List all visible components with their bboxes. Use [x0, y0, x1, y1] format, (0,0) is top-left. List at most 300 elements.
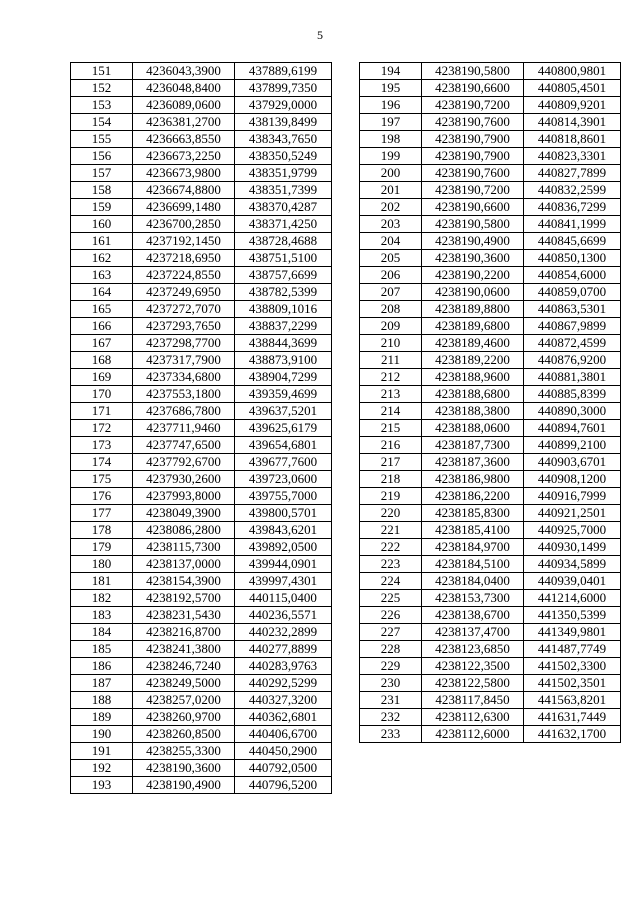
table-row [71, 488, 332, 505]
point-number-cell: 200 [360, 165, 422, 182]
table-row [71, 63, 332, 80]
table-row [71, 743, 332, 760]
table-row [71, 97, 332, 114]
point-number-cell: 220 [360, 505, 422, 522]
x-coordinate-cell: 4238190,3600 [422, 250, 524, 267]
y-coordinate-cell: 441487,7749 [524, 641, 621, 658]
table-row [71, 301, 332, 318]
y-coordinate-cell: 438351,7399 [235, 182, 332, 199]
x-coordinate-cell: 4238184,5100 [422, 556, 524, 573]
y-coordinate-cell: 440934,5899 [524, 556, 621, 573]
x-coordinate-cell: 4238241,3800 [133, 641, 235, 658]
point-number-cell: 183 [71, 607, 133, 624]
x-coordinate-cell: 4236043,3900 [133, 63, 235, 80]
y-coordinate-cell: 438809,1016 [235, 301, 332, 318]
x-coordinate-cell: 4237272,7070 [133, 301, 235, 318]
point-number-cell: 231 [360, 692, 422, 709]
x-coordinate-cell: 4238186,2200 [422, 488, 524, 505]
point-number-cell: 174 [71, 454, 133, 471]
y-coordinate-cell: 441632,1700 [524, 726, 621, 743]
y-coordinate-cell: 437929,0000 [235, 97, 332, 114]
table-row [71, 318, 332, 335]
x-coordinate-cell: 4238154,3900 [133, 573, 235, 590]
x-coordinate-cell: 4238260,8500 [133, 726, 235, 743]
point-number-cell: 192 [71, 760, 133, 777]
y-coordinate-cell: 439997,4301 [235, 573, 332, 590]
point-number-cell: 229 [360, 658, 422, 675]
y-coordinate-cell: 441502,3300 [524, 658, 621, 675]
y-coordinate-cell: 440450,2900 [235, 743, 332, 760]
x-coordinate-cell: 4238185,4100 [422, 522, 524, 539]
y-coordinate-cell: 440854,6000 [524, 267, 621, 284]
y-coordinate-cell: 439677,7600 [235, 454, 332, 471]
y-coordinate-cell: 439755,7000 [235, 488, 332, 505]
y-coordinate-cell: 438728,4688 [235, 233, 332, 250]
x-coordinate-cell: 4238190,6600 [422, 80, 524, 97]
x-coordinate-cell: 4238192,5700 [133, 590, 235, 607]
x-coordinate-cell: 4238184,0400 [422, 573, 524, 590]
x-coordinate-cell: 4238122,3500 [422, 658, 524, 675]
x-coordinate-cell: 4238115,7300 [133, 539, 235, 556]
y-coordinate-cell: 440283,9763 [235, 658, 332, 675]
point-number-cell: 162 [71, 250, 133, 267]
y-coordinate-cell: 440827,7899 [524, 165, 621, 182]
page-number: 5 [317, 28, 323, 42]
table-row [360, 692, 621, 709]
table-row [71, 590, 332, 607]
y-coordinate-cell: 439625,6179 [235, 420, 332, 437]
y-coordinate-cell: 438351,9799 [235, 165, 332, 182]
table-row [71, 505, 332, 522]
x-coordinate-cell: 4237298,7700 [133, 335, 235, 352]
x-coordinate-cell: 4237249,6950 [133, 284, 235, 301]
x-coordinate-cell: 4238188,6800 [422, 386, 524, 403]
point-number-cell: 199 [360, 148, 422, 165]
y-coordinate-cell: 440859,0700 [524, 284, 621, 301]
y-coordinate-cell: 440876,9200 [524, 352, 621, 369]
x-coordinate-cell: 4238112,6000 [422, 726, 524, 743]
y-coordinate-cell: 438873,9100 [235, 352, 332, 369]
y-coordinate-cell: 440881,3801 [524, 369, 621, 386]
y-coordinate-cell: 440867,9899 [524, 318, 621, 335]
table-row [71, 777, 332, 794]
x-coordinate-cell: 4237747,6500 [133, 437, 235, 454]
table-row [360, 216, 621, 233]
table-row [360, 488, 621, 505]
y-coordinate-cell: 440890,3000 [524, 403, 621, 420]
table-row [71, 760, 332, 777]
point-number-cell: 190 [71, 726, 133, 743]
y-coordinate-cell: 439723,0600 [235, 471, 332, 488]
x-coordinate-cell: 4238184,9700 [422, 539, 524, 556]
table-row [360, 590, 621, 607]
x-coordinate-cell: 4237993,8000 [133, 488, 235, 505]
x-coordinate-cell: 4238187,7300 [422, 437, 524, 454]
point-number-cell: 181 [71, 573, 133, 590]
x-coordinate-cell: 4237334,6800 [133, 369, 235, 386]
table-row [71, 165, 332, 182]
coordinates-table-right [359, 62, 621, 743]
x-coordinate-cell: 4238190,6600 [422, 199, 524, 216]
y-coordinate-cell: 440939,0401 [524, 573, 621, 590]
x-coordinate-cell: 4236673,9800 [133, 165, 235, 182]
table-row [71, 607, 332, 624]
y-coordinate-cell: 440809,9201 [524, 97, 621, 114]
y-coordinate-cell: 440836,7299 [524, 199, 621, 216]
x-coordinate-cell: 4238086,2800 [133, 522, 235, 539]
table-body-right [360, 63, 621, 743]
point-number-cell: 233 [360, 726, 422, 743]
point-number-cell: 206 [360, 267, 422, 284]
table-row [71, 80, 332, 97]
point-number-cell: 215 [360, 420, 422, 437]
table-row [360, 63, 621, 80]
table-row [360, 335, 621, 352]
table-row [71, 675, 332, 692]
point-number-cell: 230 [360, 675, 422, 692]
point-number-cell: 179 [71, 539, 133, 556]
point-number-cell: 151 [71, 63, 133, 80]
table-row [360, 641, 621, 658]
point-number-cell: 158 [71, 182, 133, 199]
y-coordinate-cell: 440362,6801 [235, 709, 332, 726]
table-row [71, 573, 332, 590]
table-row [360, 318, 621, 335]
table-row [71, 624, 332, 641]
x-coordinate-cell: 4238188,3800 [422, 403, 524, 420]
x-coordinate-cell: 4238117,8450 [422, 692, 524, 709]
x-coordinate-cell: 4238112,6300 [422, 709, 524, 726]
point-number-cell: 170 [71, 386, 133, 403]
x-coordinate-cell: 4236663,8550 [133, 131, 235, 148]
y-coordinate-cell: 440277,8899 [235, 641, 332, 658]
y-coordinate-cell: 438371,4250 [235, 216, 332, 233]
y-coordinate-cell: 438343,7650 [235, 131, 332, 148]
x-coordinate-cell: 4238246,7240 [133, 658, 235, 675]
y-coordinate-cell: 439892,0500 [235, 539, 332, 556]
point-number-cell: 211 [360, 352, 422, 369]
table-row [360, 267, 621, 284]
table-row [71, 233, 332, 250]
table-row [360, 420, 621, 437]
x-coordinate-cell: 4238260,9700 [133, 709, 235, 726]
point-number-cell: 159 [71, 199, 133, 216]
x-coordinate-cell: 4238122,5800 [422, 675, 524, 692]
x-coordinate-cell: 4238190,4900 [422, 233, 524, 250]
point-number-cell: 205 [360, 250, 422, 267]
x-coordinate-cell: 4236048,8400 [133, 80, 235, 97]
x-coordinate-cell: 4238190,7200 [422, 182, 524, 199]
y-coordinate-cell: 441214,6000 [524, 590, 621, 607]
y-coordinate-cell: 440845,6699 [524, 233, 621, 250]
y-coordinate-cell: 440916,7999 [524, 488, 621, 505]
point-number-cell: 186 [71, 658, 133, 675]
table-row [71, 454, 332, 471]
y-coordinate-cell: 441631,7449 [524, 709, 621, 726]
point-number-cell: 202 [360, 199, 422, 216]
y-coordinate-cell: 441563,8201 [524, 692, 621, 709]
table-row [71, 420, 332, 437]
x-coordinate-cell: 4238257,0200 [133, 692, 235, 709]
y-coordinate-cell: 438782,5399 [235, 284, 332, 301]
y-coordinate-cell: 440232,2899 [235, 624, 332, 641]
point-number-cell: 173 [71, 437, 133, 454]
point-number-cell: 195 [360, 80, 422, 97]
y-coordinate-cell: 440823,3301 [524, 148, 621, 165]
x-coordinate-cell: 4236673,2250 [133, 148, 235, 165]
point-number-cell: 182 [71, 590, 133, 607]
table-row [360, 97, 621, 114]
table-row [71, 369, 332, 386]
table-row [71, 352, 332, 369]
x-coordinate-cell: 4238190,4900 [133, 777, 235, 794]
table-row [71, 556, 332, 573]
table-row [71, 148, 332, 165]
x-coordinate-cell: 4238137,0000 [133, 556, 235, 573]
point-number-cell: 193 [71, 777, 133, 794]
table-row [360, 607, 621, 624]
x-coordinate-cell: 4237686,7800 [133, 403, 235, 420]
point-number-cell: 218 [360, 471, 422, 488]
table-row [360, 573, 621, 590]
point-number-cell: 223 [360, 556, 422, 573]
table-row [360, 403, 621, 420]
table-row [360, 539, 621, 556]
point-number-cell: 172 [71, 420, 133, 437]
point-number-cell: 217 [360, 454, 422, 471]
table-row [360, 709, 621, 726]
table-row [360, 369, 621, 386]
point-number-cell: 198 [360, 131, 422, 148]
y-coordinate-cell: 440818,8601 [524, 131, 621, 148]
table-row [71, 709, 332, 726]
y-coordinate-cell: 440792,0500 [235, 760, 332, 777]
y-coordinate-cell: 438350,5249 [235, 148, 332, 165]
point-number-cell: 165 [71, 301, 133, 318]
table-row [71, 522, 332, 539]
y-coordinate-cell: 440903,6701 [524, 454, 621, 471]
y-coordinate-cell: 439944,0901 [235, 556, 332, 573]
point-number-cell: 156 [71, 148, 133, 165]
point-number-cell: 224 [360, 573, 422, 590]
y-coordinate-cell: 440899,2100 [524, 437, 621, 454]
table-row [360, 471, 621, 488]
point-number-cell: 154 [71, 114, 133, 131]
table-row [360, 386, 621, 403]
y-coordinate-cell: 439654,6801 [235, 437, 332, 454]
point-number-cell: 201 [360, 182, 422, 199]
y-coordinate-cell: 439359,4699 [235, 386, 332, 403]
y-coordinate-cell: 440236,5571 [235, 607, 332, 624]
table-row [360, 165, 621, 182]
x-coordinate-cell: 4238190,7600 [422, 165, 524, 182]
x-coordinate-cell: 4238190,3600 [133, 760, 235, 777]
point-number-cell: 225 [360, 590, 422, 607]
table-row [360, 658, 621, 675]
table-row [360, 233, 621, 250]
point-number-cell: 209 [360, 318, 422, 335]
point-number-cell: 184 [71, 624, 133, 641]
point-number-cell: 197 [360, 114, 422, 131]
point-number-cell: 196 [360, 97, 422, 114]
y-coordinate-cell: 438844,3699 [235, 335, 332, 352]
x-coordinate-cell: 4238188,9600 [422, 369, 524, 386]
x-coordinate-cell: 4237553,1800 [133, 386, 235, 403]
point-number-cell: 160 [71, 216, 133, 233]
y-coordinate-cell: 440863,5301 [524, 301, 621, 318]
x-coordinate-cell: 4238189,6800 [422, 318, 524, 335]
y-coordinate-cell: 440885,8399 [524, 386, 621, 403]
table-row [360, 675, 621, 692]
y-coordinate-cell: 440327,3200 [235, 692, 332, 709]
point-number-cell: 189 [71, 709, 133, 726]
point-number-cell: 228 [360, 641, 422, 658]
point-number-cell: 161 [71, 233, 133, 250]
y-coordinate-cell: 438904,7299 [235, 369, 332, 386]
x-coordinate-cell: 4238185,8300 [422, 505, 524, 522]
point-number-cell: 208 [360, 301, 422, 318]
table-row [71, 199, 332, 216]
x-coordinate-cell: 4238190,5800 [422, 63, 524, 80]
x-coordinate-cell: 4238049,3900 [133, 505, 235, 522]
point-number-cell: 155 [71, 131, 133, 148]
table-body-left [71, 63, 332, 794]
x-coordinate-cell: 4238255,3300 [133, 743, 235, 760]
y-coordinate-cell: 441350,5399 [524, 607, 621, 624]
table-row [71, 403, 332, 420]
x-coordinate-cell: 4237317,7900 [133, 352, 235, 369]
point-number-cell: 177 [71, 505, 133, 522]
x-coordinate-cell: 4238190,7600 [422, 114, 524, 131]
point-number-cell: 180 [71, 556, 133, 573]
table-row [71, 182, 332, 199]
point-number-cell: 166 [71, 318, 133, 335]
table-row [360, 182, 621, 199]
table-row [71, 216, 332, 233]
y-coordinate-cell: 438139,8499 [235, 114, 332, 131]
y-coordinate-cell: 440814,3901 [524, 114, 621, 131]
y-coordinate-cell: 440930,1499 [524, 539, 621, 556]
point-number-cell: 163 [71, 267, 133, 284]
point-number-cell: 207 [360, 284, 422, 301]
x-coordinate-cell: 4236699,1480 [133, 199, 235, 216]
x-coordinate-cell: 4237792,6700 [133, 454, 235, 471]
x-coordinate-cell: 4238153,7300 [422, 590, 524, 607]
point-number-cell: 169 [71, 369, 133, 386]
point-number-cell: 176 [71, 488, 133, 505]
table-row [71, 250, 332, 267]
table-row [360, 199, 621, 216]
x-coordinate-cell: 4236089,0600 [133, 97, 235, 114]
table-row [71, 539, 332, 556]
table-row [360, 624, 621, 641]
y-coordinate-cell: 440908,1200 [524, 471, 621, 488]
y-coordinate-cell: 438757,6699 [235, 267, 332, 284]
table-row [360, 437, 621, 454]
table-row [360, 556, 621, 573]
point-number-cell: 178 [71, 522, 133, 539]
x-coordinate-cell: 4237293,7650 [133, 318, 235, 335]
x-coordinate-cell: 4238190,2200 [422, 267, 524, 284]
x-coordinate-cell: 4237192,1450 [133, 233, 235, 250]
table-row [71, 131, 332, 148]
point-number-cell: 212 [360, 369, 422, 386]
x-coordinate-cell: 4236381,2700 [133, 114, 235, 131]
x-coordinate-cell: 4238190,5800 [422, 216, 524, 233]
point-number-cell: 216 [360, 437, 422, 454]
point-number-cell: 175 [71, 471, 133, 488]
x-coordinate-cell: 4237711,9460 [133, 420, 235, 437]
x-coordinate-cell: 4237930,2600 [133, 471, 235, 488]
x-coordinate-cell: 4236674,8800 [133, 182, 235, 199]
x-coordinate-cell: 4238190,7900 [422, 131, 524, 148]
y-coordinate-cell: 438370,4287 [235, 199, 332, 216]
table-row [360, 80, 621, 97]
table-row [360, 505, 621, 522]
x-coordinate-cell: 4238190,0600 [422, 284, 524, 301]
point-number-cell: 167 [71, 335, 133, 352]
x-coordinate-cell: 4238186,9800 [422, 471, 524, 488]
point-number-cell: 214 [360, 403, 422, 420]
y-coordinate-cell: 439800,5701 [235, 505, 332, 522]
y-coordinate-cell: 440921,2501 [524, 505, 621, 522]
table-row [360, 352, 621, 369]
point-number-cell: 227 [360, 624, 422, 641]
point-number-cell: 232 [360, 709, 422, 726]
x-coordinate-cell: 4238188,0600 [422, 420, 524, 437]
table-row [71, 641, 332, 658]
point-number-cell: 203 [360, 216, 422, 233]
y-coordinate-cell: 440872,4599 [524, 335, 621, 352]
y-coordinate-cell: 437889,6199 [235, 63, 332, 80]
table-row [71, 284, 332, 301]
point-number-cell: 191 [71, 743, 133, 760]
table-row [360, 284, 621, 301]
point-number-cell: 219 [360, 488, 422, 505]
x-coordinate-cell: 4238187,3600 [422, 454, 524, 471]
x-coordinate-cell: 4238138,6700 [422, 607, 524, 624]
table-row [360, 301, 621, 318]
y-coordinate-cell: 441349,9801 [524, 624, 621, 641]
table-row [71, 471, 332, 488]
x-coordinate-cell: 4238123,6850 [422, 641, 524, 658]
y-coordinate-cell: 440925,7000 [524, 522, 621, 539]
point-number-cell: 221 [360, 522, 422, 539]
y-coordinate-cell: 440841,1999 [524, 216, 621, 233]
table-row [360, 522, 621, 539]
table-row [360, 726, 621, 743]
x-coordinate-cell: 4237218,6950 [133, 250, 235, 267]
coordinates-table-left [70, 62, 332, 794]
y-coordinate-cell: 440292,5299 [235, 675, 332, 692]
x-coordinate-cell: 4238137,4700 [422, 624, 524, 641]
table-row [71, 692, 332, 709]
table-row [71, 658, 332, 675]
table-row [71, 114, 332, 131]
point-number-cell: 157 [71, 165, 133, 182]
x-coordinate-cell: 4237224,8550 [133, 267, 235, 284]
point-number-cell: 210 [360, 335, 422, 352]
y-coordinate-cell: 441502,3501 [524, 675, 621, 692]
table-row [360, 250, 621, 267]
y-coordinate-cell: 437899,7350 [235, 80, 332, 97]
y-coordinate-cell: 440115,0400 [235, 590, 332, 607]
x-coordinate-cell: 4238231,5430 [133, 607, 235, 624]
x-coordinate-cell: 4238216,8700 [133, 624, 235, 641]
table-row [71, 386, 332, 403]
point-number-cell: 171 [71, 403, 133, 420]
point-number-cell: 168 [71, 352, 133, 369]
